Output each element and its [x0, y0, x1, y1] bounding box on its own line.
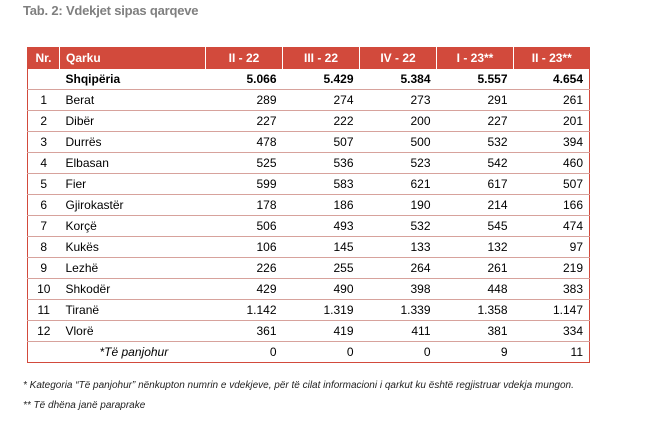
header-iv-22: IV - 22: [360, 47, 437, 69]
footnote-unknown: * Kategoria “Të panjohur” nënkupton numrin e vdekjeve, për të cilat informacioni i qarkut ku është regjistruar vdekja mungon.: [23, 380, 574, 391]
county-value: 507: [514, 174, 590, 195]
county-name: Gjirokastër: [60, 195, 206, 216]
county-value: 186: [283, 195, 360, 216]
county-value: 617: [437, 174, 514, 195]
county-value: 394: [514, 132, 590, 153]
county-name: Berat: [60, 90, 206, 111]
county-name: Tiranë: [60, 300, 206, 321]
row-number: 5: [28, 174, 60, 195]
header-i-23: I - 23**: [437, 47, 514, 69]
row-number: 3: [28, 132, 60, 153]
header-qarku: Qarku: [60, 47, 206, 69]
total-value: 5.384: [360, 69, 437, 90]
county-value: 1.142: [206, 300, 283, 321]
county-value: 1.339: [360, 300, 437, 321]
county-name: Durrës: [60, 132, 206, 153]
row-number: 2: [28, 111, 60, 132]
county-value: 227: [437, 111, 514, 132]
county-name: Vlorë: [60, 321, 206, 342]
county-value: 200: [360, 111, 437, 132]
county-value: 178: [206, 195, 283, 216]
table-row: [28, 174, 590, 195]
county-value: 214: [437, 195, 514, 216]
row-number: 9: [28, 258, 60, 279]
unknown-nr: [28, 342, 60, 363]
total-value: 5.429: [283, 69, 360, 90]
county-value: 429: [206, 279, 283, 300]
county-name: Dibër: [60, 111, 206, 132]
county-value: 226: [206, 258, 283, 279]
footnote-preliminary: ** Të dhëna janë paraprake: [23, 400, 146, 411]
county-value: 261: [514, 90, 590, 111]
total-value: 5.066: [206, 69, 283, 90]
county-value: 478: [206, 132, 283, 153]
county-name: Korçë: [60, 216, 206, 237]
table-row: [28, 300, 590, 321]
county-value: 1.358: [437, 300, 514, 321]
county-name: Lezhë: [60, 258, 206, 279]
table-row: [28, 237, 590, 258]
header-iii-22: III - 22: [283, 47, 360, 69]
county-value: 474: [514, 216, 590, 237]
row-number: 4: [28, 153, 60, 174]
county-name: Kukës: [60, 237, 206, 258]
unknown-value: 0: [283, 342, 360, 363]
county-value: 545: [437, 216, 514, 237]
county-value: 291: [437, 90, 514, 111]
table-row: [28, 153, 590, 174]
county-value: 227: [206, 111, 283, 132]
table-title: Tab. 2: Vdekjet sipas qarqeve: [23, 3, 199, 18]
county-value: 1.319: [283, 300, 360, 321]
unknown-value: 11: [514, 342, 590, 363]
header-nr: Nr.: [28, 47, 60, 69]
county-value: 361: [206, 321, 283, 342]
county-value: 542: [437, 153, 514, 174]
row-number: 12: [28, 321, 60, 342]
county-value: 264: [360, 258, 437, 279]
header-ii-23: II - 23**: [514, 47, 590, 69]
table-row: [28, 195, 590, 216]
county-value: 523: [360, 153, 437, 174]
county-value: 201: [514, 111, 590, 132]
county-value: 500: [360, 132, 437, 153]
county-value: 190: [360, 195, 437, 216]
unknown-value: 0: [360, 342, 437, 363]
county-value: 490: [283, 279, 360, 300]
county-value: 383: [514, 279, 590, 300]
county-value: 532: [360, 216, 437, 237]
county-value: 219: [514, 258, 590, 279]
table-row: [28, 216, 590, 237]
county-value: 381: [437, 321, 514, 342]
county-name: Shkodër: [60, 279, 206, 300]
total-label: Shqipëria: [60, 69, 206, 90]
row-number: 7: [28, 216, 60, 237]
county-value: 133: [360, 237, 437, 258]
table-row: [28, 111, 590, 132]
county-value: 525: [206, 153, 283, 174]
county-value: 460: [514, 153, 590, 174]
unknown-label: *Të panjohur: [60, 342, 206, 363]
county-value: 273: [360, 90, 437, 111]
county-value: 507: [283, 132, 360, 153]
county-value: 222: [283, 111, 360, 132]
row-number: 8: [28, 237, 60, 258]
county-value: 261: [437, 258, 514, 279]
county-value: 145: [283, 237, 360, 258]
county-value: 274: [283, 90, 360, 111]
county-value: 106: [206, 237, 283, 258]
table-row: [28, 132, 590, 153]
table-row: [28, 258, 590, 279]
county-value: 132: [437, 237, 514, 258]
county-name: Fier: [60, 174, 206, 195]
total-row: [28, 69, 590, 90]
county-value: 1.147: [514, 300, 590, 321]
unknown-value: 0: [206, 342, 283, 363]
county-value: 255: [283, 258, 360, 279]
county-value: 334: [514, 321, 590, 342]
row-number: 11: [28, 300, 60, 321]
county-value: 289: [206, 90, 283, 111]
county-value: 166: [514, 195, 590, 216]
unknown-row: [28, 342, 590, 363]
county-value: 621: [360, 174, 437, 195]
county-value: 536: [283, 153, 360, 174]
county-value: 398: [360, 279, 437, 300]
deaths-by-county-table: [27, 47, 590, 363]
county-name: Elbasan: [60, 153, 206, 174]
table-row: [28, 279, 590, 300]
county-value: 532: [437, 132, 514, 153]
county-value: 97: [514, 237, 590, 258]
header-row: [28, 47, 590, 69]
county-value: 599: [206, 174, 283, 195]
total-nr: [28, 69, 60, 90]
table-row: [28, 90, 590, 111]
row-number: 1: [28, 90, 60, 111]
county-value: 506: [206, 216, 283, 237]
county-value: 411: [360, 321, 437, 342]
header-ii-22: II - 22: [206, 47, 283, 69]
county-value: 583: [283, 174, 360, 195]
county-value: 448: [437, 279, 514, 300]
table-row: [28, 321, 590, 342]
total-value: 5.557: [437, 69, 514, 90]
total-value: 4.654: [514, 69, 590, 90]
row-number: 6: [28, 195, 60, 216]
row-number: 10: [28, 279, 60, 300]
county-value: 419: [283, 321, 360, 342]
county-value: 493: [283, 216, 360, 237]
unknown-value: 9: [437, 342, 514, 363]
